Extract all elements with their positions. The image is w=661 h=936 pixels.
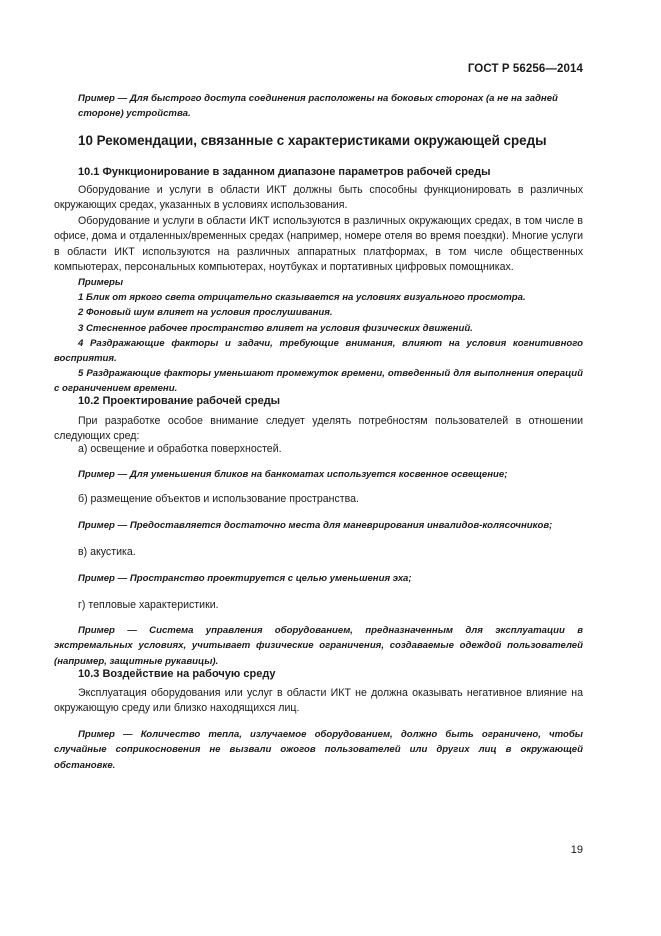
example-d: Пример — Система управления оборудованием, предназначенным для эксплуатации в экстремальных условиях, учитывает физические ограничения, создаваемые одеждой пользователей (например, защитные рукавицы). xyxy=(54,625,583,667)
examples-title: Примеры xyxy=(78,277,124,288)
section-10-2-title: 10.2 Проектирование рабочей среды xyxy=(78,395,281,407)
section-10-3-title: 10.3 Воздействие на рабочую среду xyxy=(78,668,276,680)
section-10-title: 10 Рекомендации, связанные с характеристиками окружающей среды xyxy=(78,133,547,148)
example-a: Пример — Для уменьшения бликов на банкоматах используется косвенное освещение; xyxy=(78,469,508,480)
list-item-b: б) размещение объектов и использование пространства. xyxy=(78,493,359,505)
list-item-d: г) тепловые характеристики. xyxy=(78,599,219,611)
example-10-3: Пример — Количество тепла, излучаемое оборудованием, должно быть ограничено, чтобы случайные соприкосновения не вызвали ожогов пользователей или других лиц в окружающей обстановке. xyxy=(54,729,583,771)
example-b: Пример — Предоставляется достаточно места для маневрирования инвалидов-колясочников; xyxy=(78,520,553,531)
page-number: 19 xyxy=(570,844,583,856)
example-item: 1 Блик от яркого света отрицательно сказывается на условиях визуального просмотра. xyxy=(78,292,526,304)
paragraph: Оборудование и услуги в области ИКТ используются в различных окружающих средах, в том числе в офисе, дома и отдаленных/временных средах (например, номере отеля во время поездки). Многие услуги в области ИКТ используются на различных аппаратных платформах, в том числе общественных компьютерах, персональных компьютерах, ноутбуках и портативных цифровых помощниках. xyxy=(54,214,583,274)
example-c: Пример — Пространство проектируется с целью уменьшения эха; xyxy=(78,573,412,584)
document-header: ГОСТ Р 56256—2014 xyxy=(467,63,583,75)
example-item: 4 Раздражающие факторы и задачи, требующие внимания, влияют на условия когнитивного восприятия. xyxy=(54,337,583,365)
example-item: 3 Стесненное рабочее пространство влияет на условия физических движений. xyxy=(78,322,473,334)
section-10-2-intro: При разработке особое внимание следует уделять потребностям пользователей в отношении следующих сред: xyxy=(54,415,583,443)
example-item: 5 Раздражающие факторы уменьшают промежуток времени, отведенный для выполнения операций с ограничением времени. xyxy=(54,368,583,395)
section-10-1-title: 10.1 Функционирование в заданном диапазоне параметров рабочей среды xyxy=(78,166,491,178)
examples-block xyxy=(54,275,583,397)
paragraph: Оборудование и услуги в области ИКТ должны быть способны функционировать в различных окружающих средах, указанных в условиях использования. xyxy=(54,184,583,212)
example-top: Пример — Для быстрого доступа соединения расположены на боковых сторонах (а не на задней стороне) устройства. xyxy=(78,93,558,120)
section-10-1-body xyxy=(54,183,583,275)
section-10-3-body: Эксплуатация оборудования или услуг в области ИКТ не должна оказывать негативное влияние на окружающую среду или близко находящихся лиц. xyxy=(54,687,583,715)
list-item-a: а) освещение и обработка поверхностей. xyxy=(78,443,282,455)
example-item: 2 Фоновый шум влияет на условия прослушивания. xyxy=(78,307,333,319)
list-item-c: в) акустика. xyxy=(78,546,136,558)
